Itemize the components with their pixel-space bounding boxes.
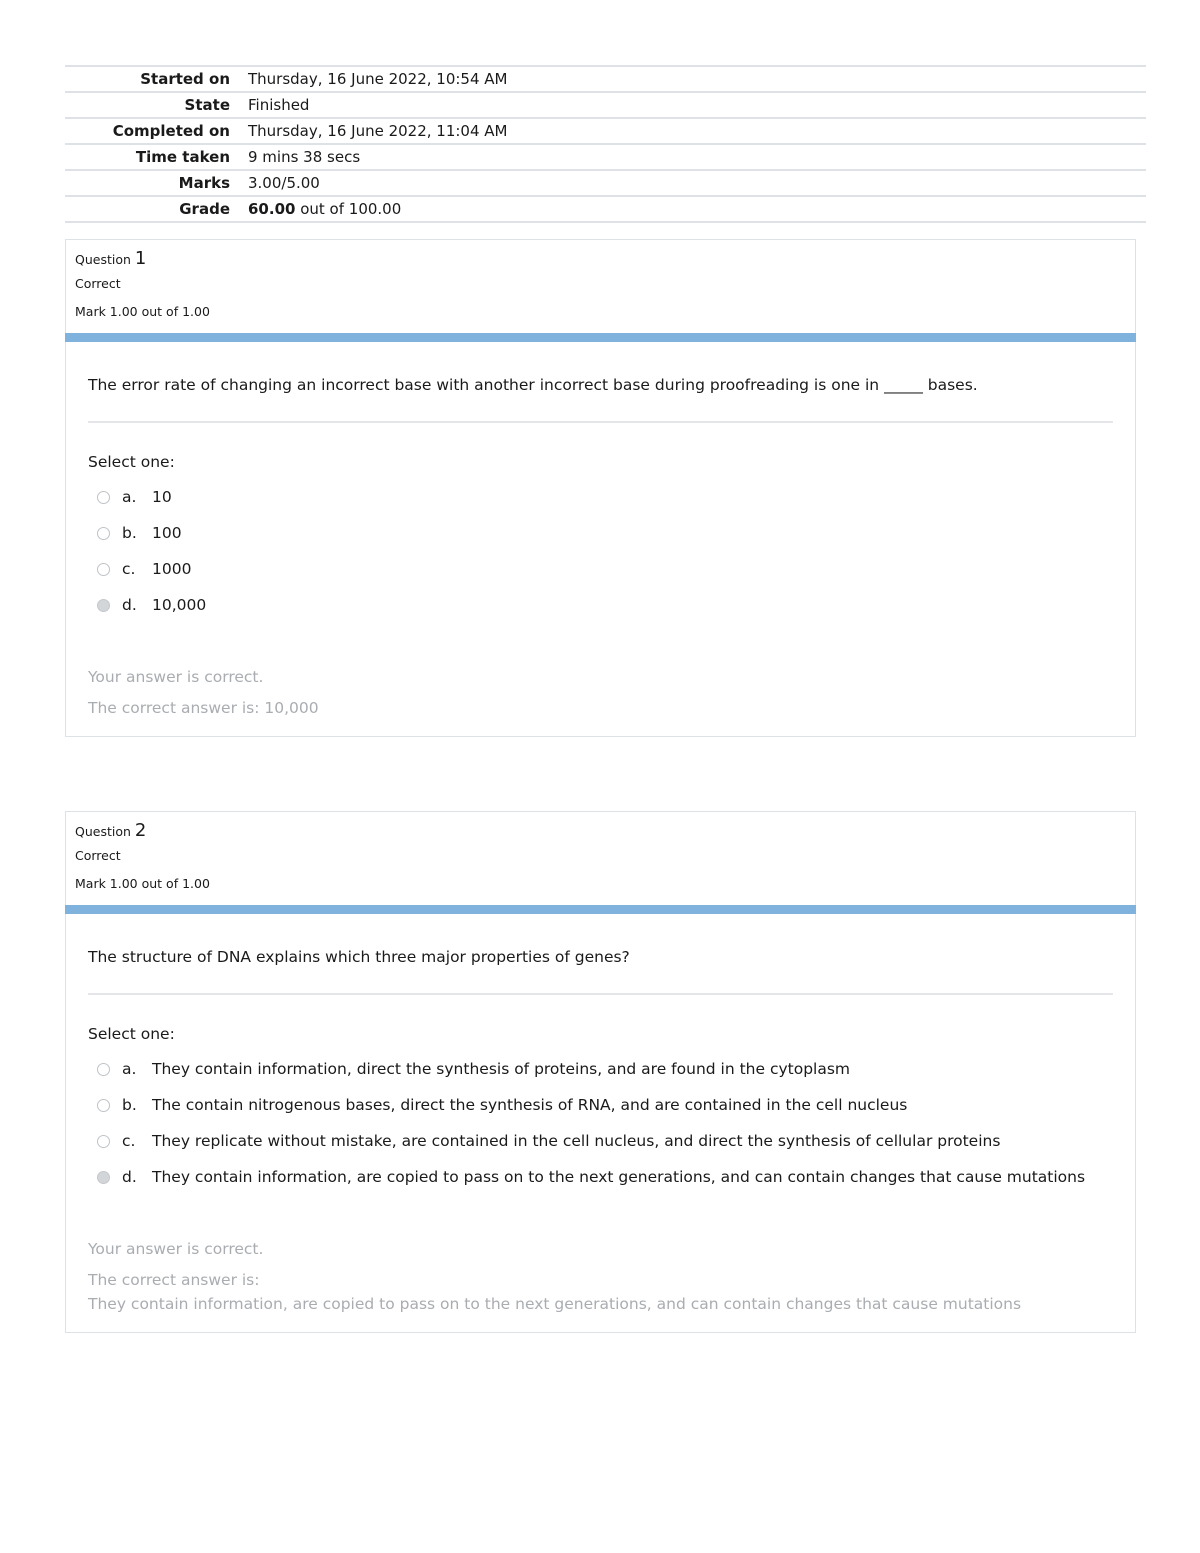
option-letter: b. [122, 524, 137, 542]
question-number [75, 248, 1126, 270]
question-card-1 [65, 239, 1136, 737]
question-divider-bar [65, 905, 1136, 914]
answer-options [88, 479, 1113, 623]
question-info [65, 811, 1136, 905]
question-status: Correct [75, 276, 121, 291]
summary-row-time-taken [65, 145, 1146, 171]
summary-value: Finished [248, 96, 310, 114]
select-one-prompt: Select one: [88, 1025, 175, 1043]
option-text: The contain nitrogenous bases, direct the synthesis of RNA, and are contained in the cell nucleus [152, 1096, 908, 1114]
summary-value [230, 200, 401, 218]
answer-option-a[interactable] [88, 1051, 1113, 1087]
question-number-value: 2 [134, 820, 147, 841]
summary-label: Marks [178, 174, 230, 192]
option-text: 100 [152, 524, 182, 542]
question-mark: Mark 1.00 out of 1.00 [75, 876, 210, 891]
question-content [65, 342, 1136, 649]
summary-row-state [65, 93, 1146, 119]
question-content [65, 914, 1136, 1221]
select-one-prompt: Select one: [88, 453, 175, 471]
question-mark: Mark 1.00 out of 1.00 [75, 304, 210, 319]
option-letter: a. [122, 488, 137, 506]
option-text: 1000 [152, 560, 192, 578]
question-separator [88, 993, 1113, 995]
radio-button-icon[interactable] [97, 527, 110, 540]
grade-score: 60.00 [248, 200, 296, 218]
question-status: Correct [75, 848, 121, 863]
radio-button-selected-icon[interactable] [97, 599, 110, 612]
summary-row-completed-on [65, 119, 1146, 145]
summary-label: Time taken [135, 148, 230, 166]
radio-button-icon[interactable] [97, 1099, 110, 1112]
option-text: They replicate without mistake, are contained in the cell nucleus, and direct the synthesis of cellular proteins [152, 1132, 1001, 1150]
summary-value: 9 mins 38 secs [248, 148, 361, 166]
option-letter: d. [122, 596, 137, 614]
question-label: Question [75, 824, 131, 839]
option-text: They contain information, are copied to pass on to the next generations, and can contain changes that cause mutations [152, 1168, 1086, 1186]
answer-option-a[interactable] [88, 479, 1113, 515]
question-feedback [65, 649, 1136, 737]
answer-option-c[interactable] [88, 551, 1113, 587]
option-text: They contain information, direct the synthesis of proteins, and are found in the cytoplasm [152, 1060, 851, 1078]
question-info [65, 239, 1136, 333]
answer-option-b[interactable] [88, 515, 1113, 551]
question-text: The structure of DNA explains which three major properties of genes? [88, 948, 630, 966]
summary-row-started-on [65, 67, 1146, 93]
answer-option-d[interactable] [88, 587, 1113, 623]
answer-option-d[interactable] [88, 1159, 1113, 1195]
question-number [75, 820, 1126, 842]
attempt-summary-table [65, 65, 1146, 223]
correct-answer: The correct answer is: 10,000 [88, 699, 319, 717]
feedback-text: Your answer is correct. [88, 1240, 264, 1258]
question-divider-bar [65, 333, 1136, 342]
summary-label: Completed on [112, 122, 230, 140]
option-text: 10 [152, 488, 172, 506]
grade-out-of: out of 100.00 [295, 200, 402, 218]
summary-value: 3.00/5.00 [248, 174, 320, 192]
question-separator [88, 421, 1113, 423]
feedback-text: Your answer is correct. [88, 668, 264, 686]
summary-row-grade [65, 197, 1146, 223]
option-letter: a. [122, 1060, 137, 1078]
question-card-2 [65, 811, 1136, 1333]
question-number-value: 1 [134, 248, 147, 269]
answer-options [88, 1051, 1113, 1195]
option-letter: d. [122, 1168, 137, 1186]
radio-button-selected-icon[interactable] [97, 1171, 110, 1184]
radio-button-icon[interactable] [97, 563, 110, 576]
summary-row-marks [65, 171, 1146, 197]
question-label: Question [75, 252, 131, 267]
radio-button-icon[interactable] [97, 1135, 110, 1148]
option-text: 10,000 [152, 596, 207, 614]
answer-option-c[interactable] [88, 1123, 1113, 1159]
question-feedback [65, 1221, 1136, 1333]
answer-option-b[interactable] [88, 1087, 1113, 1123]
correct-answer: They contain information, are copied to pass on to the next generations, and can contain changes that cause mutations [88, 1295, 1022, 1313]
summary-value: Thursday, 16 June 2022, 11:04 AM [248, 122, 508, 140]
summary-label: Grade [179, 200, 230, 218]
summary-value: Thursday, 16 June 2022, 10:54 AM [248, 70, 508, 88]
option-letter: b. [122, 1096, 137, 1114]
summary-label: Started on [140, 70, 230, 88]
correct-answer-label: The correct answer is: [88, 1271, 260, 1289]
question-text: The error rate of changing an incorrect base with another incorrect base during proofreading is one in _____ bases. [88, 376, 978, 394]
option-letter: c. [122, 560, 136, 578]
option-letter: c. [122, 1132, 136, 1150]
radio-button-icon[interactable] [97, 491, 110, 504]
radio-button-icon[interactable] [97, 1063, 110, 1076]
summary-label: State [184, 96, 230, 114]
